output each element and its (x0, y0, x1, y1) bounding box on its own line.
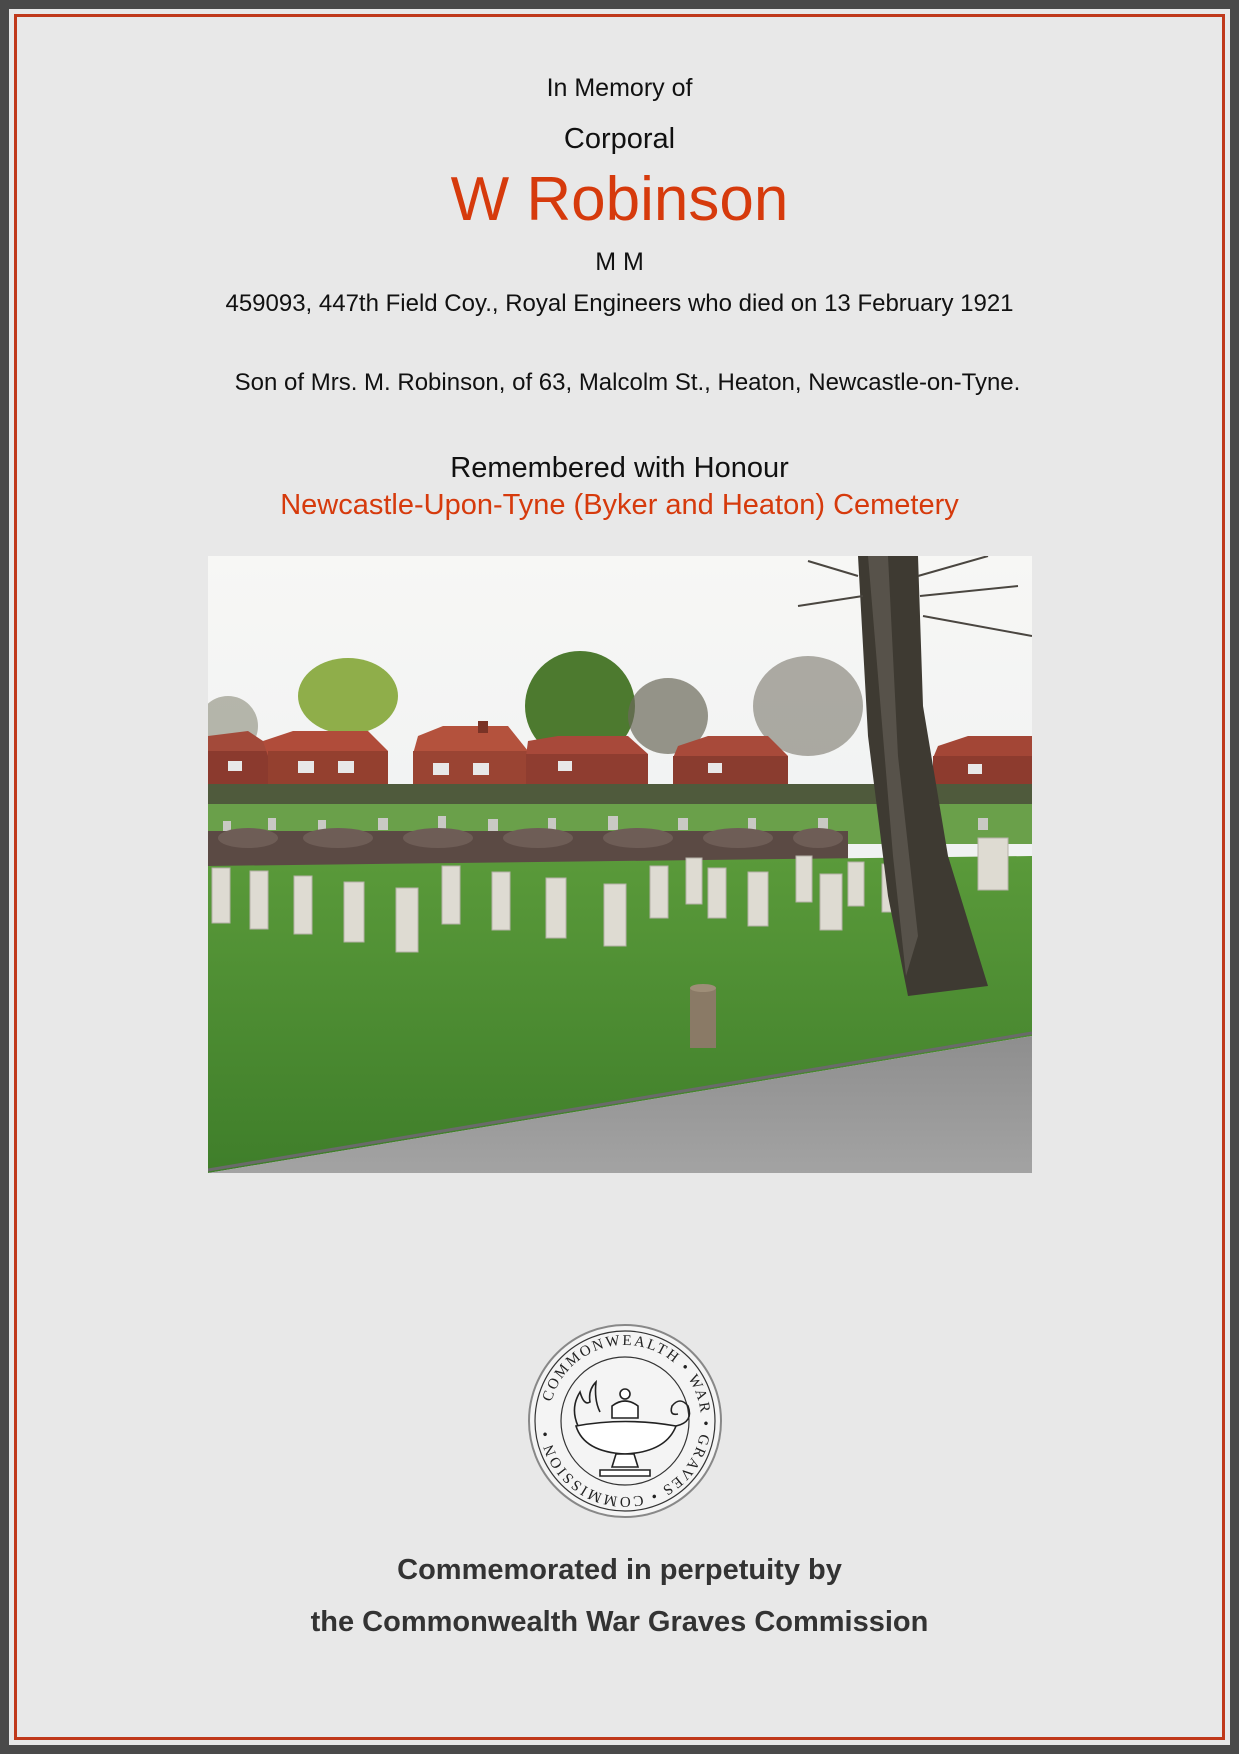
cemetery-photo (208, 556, 1032, 1173)
rank: Corporal (563, 123, 676, 155)
svg-text:COMMONWEALTH • WAR • GRAVES •: COMMONWEALTH • WAR • GRAVES • COMMISSION • (537, 1332, 714, 1510)
cwgc-seal (526, 1322, 724, 1520)
commemoration-line-1: Commemorated in perpetuity by (397, 1554, 842, 1586)
in-memory-heading: In Memory of (546, 74, 693, 102)
remembered-heading: Remembered with Honour (450, 452, 789, 484)
family-info: Son of Mrs. M. Robinson, of 63, Malcolm St., Heaton, Newcastle-on-Tyne. (234, 369, 1021, 396)
service-detail: 459093, 447th Field Coy., Royal Engineers who died on 13 February 1921 (225, 290, 1014, 317)
casualty-name: W Robinson (450, 165, 789, 234)
cemetery-name: Newcastle-Upon-Tyne (Byker and Heaton) Cemetery (280, 489, 959, 521)
honours: M M (595, 248, 644, 276)
commemoration-line-2: the Commonwealth War Graves Commission (310, 1606, 929, 1638)
